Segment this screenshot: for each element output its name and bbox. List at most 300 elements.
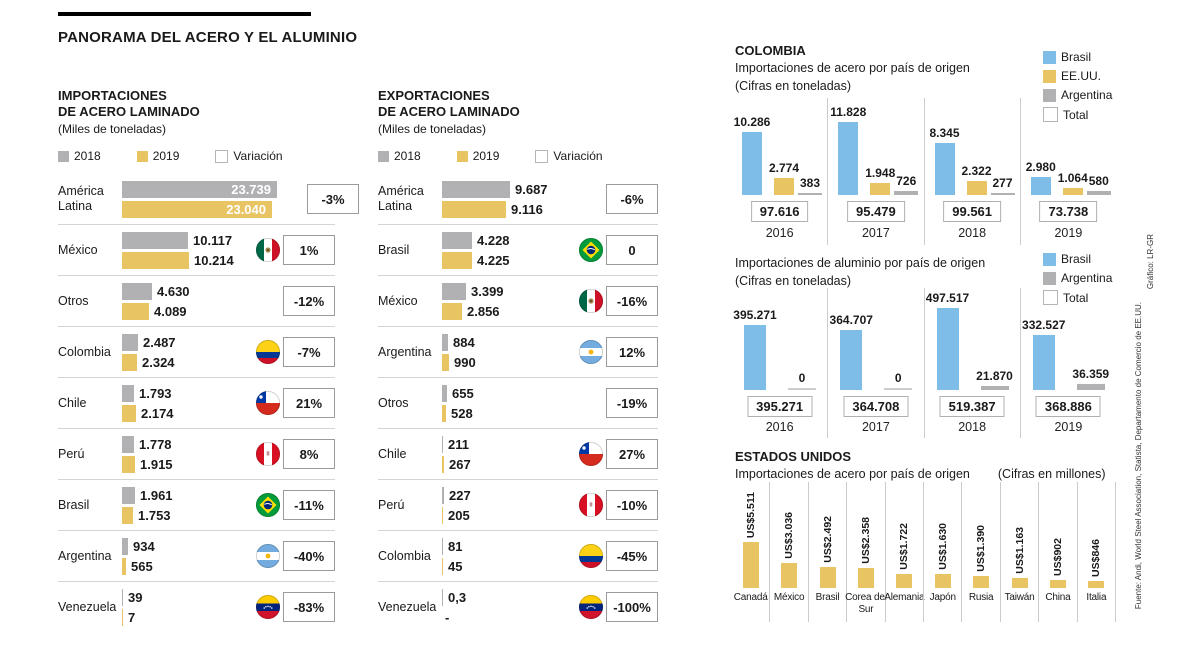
bar-line-2019 <box>122 456 253 473</box>
flag-chile-icon <box>579 442 603 466</box>
flag-cell <box>576 238 606 262</box>
row-bars <box>442 589 576 626</box>
page-title: PANORAMA DEL ACERO Y EL ALUMINIO <box>58 29 358 46</box>
flag-cell <box>576 442 606 466</box>
bar-2018 <box>442 232 472 249</box>
variation-cell <box>283 592 335 622</box>
row-mexico <box>378 275 658 326</box>
flag-mexico-icon <box>256 238 280 262</box>
bar-value-argentina: 383 <box>799 176 821 190</box>
bar-alemania <box>896 574 912 588</box>
variation-box: -83% <box>283 592 335 622</box>
bar-line-2018 <box>442 181 576 198</box>
bar-line-2019 <box>442 558 576 575</box>
exports-legend <box>378 149 658 163</box>
year-group-2016 <box>732 98 827 245</box>
bar-eeuu <box>1063 188 1083 195</box>
variation-box: 8% <box>283 439 335 469</box>
legend-label: 2019 <box>472 149 500 164</box>
bar-2019 <box>442 507 443 524</box>
bar-2019 <box>442 201 506 218</box>
credit-grafico: Gráfico: LR-GR <box>1146 234 1155 290</box>
bar-2019 <box>122 558 126 575</box>
bar-line-2019 <box>122 405 253 422</box>
row-label: Venezuela <box>58 599 117 614</box>
bar-value-wrap <box>847 517 884 564</box>
variation-cell <box>606 592 658 622</box>
variation-cell <box>283 337 335 367</box>
year-label: 2018 <box>958 420 987 434</box>
country-label: Brasil <box>815 592 840 603</box>
bar-argentina <box>981 386 1009 390</box>
flag-peru-icon <box>256 442 280 466</box>
row-bars <box>122 487 253 524</box>
row-brasil <box>378 224 658 275</box>
total-box: 97.616 <box>751 201 809 222</box>
bar-value-2019: 45 <box>448 558 463 574</box>
bar-line-2019 <box>122 558 253 575</box>
variation-box: 12% <box>606 337 658 367</box>
bar-value-2019: 205 <box>448 507 470 523</box>
usa-chart-subtitle: Importaciones de acero por país de origen <box>735 467 970 482</box>
bar-value-2018: 39 <box>128 589 143 605</box>
row-bars <box>122 538 253 575</box>
year-label: 2019 <box>1054 226 1083 240</box>
bar-line-2019 <box>122 252 253 269</box>
bar-line-2018 <box>442 385 576 402</box>
row-label: Colombia <box>378 548 431 563</box>
variation-cell <box>283 541 335 571</box>
bar-2018 <box>122 589 123 606</box>
bar-value-wrap <box>924 523 961 570</box>
usa-chart-header <box>735 448 1106 484</box>
bar-2019 <box>442 558 443 575</box>
row-peru <box>58 428 335 479</box>
bar-line-2018 <box>442 283 576 300</box>
bar-value-eeuu: 2.774 <box>768 161 800 175</box>
bar-value-2018: 4.630 <box>157 283 190 299</box>
bar-line-2018 <box>122 589 253 606</box>
bar-2019 <box>442 456 444 473</box>
row-bars <box>122 283 253 320</box>
flag-colombia-icon <box>256 340 280 364</box>
bar-brasil <box>1033 335 1055 390</box>
row-venezuela <box>58 581 335 632</box>
row-bars <box>122 232 253 269</box>
row-peru <box>378 479 658 530</box>
row-bars <box>122 589 253 626</box>
bar-2018 <box>122 538 128 555</box>
flag-brasil-icon <box>256 493 280 517</box>
us-column-taiwan <box>1000 482 1038 622</box>
row-venezuela <box>378 581 658 632</box>
masthead <box>58 12 357 46</box>
row-otros <box>58 275 335 326</box>
bar-2018 <box>122 436 134 453</box>
legend-label: Variación <box>233 149 283 164</box>
bar-eeuu <box>774 178 794 195</box>
variation-cell <box>307 184 359 214</box>
year-group-2019 <box>1020 288 1116 438</box>
bar-line-2018 <box>122 538 253 555</box>
country-label: Italia <box>1086 592 1107 603</box>
bar-brasil <box>1031 177 1051 195</box>
row-argentina <box>58 530 335 581</box>
imports-rows <box>58 174 345 632</box>
bar-value-2019: 528 <box>451 405 473 421</box>
bar-value-2018: 4.228 <box>477 232 510 248</box>
bar-value-brasil: 364.707 <box>829 313 873 327</box>
row-label: América Latina <box>378 184 424 214</box>
bar-value-argentina: 0 <box>894 371 902 385</box>
bar-rusia <box>973 576 989 588</box>
legend-swatch-2018 <box>58 151 69 162</box>
variation-box: 21% <box>283 388 335 418</box>
row-label: Argentina <box>378 344 432 359</box>
bar-2019 <box>442 405 446 422</box>
exports-title-line-1: EXPORTACIONES <box>378 88 490 103</box>
variation-box: -45% <box>606 541 658 571</box>
bar-2019 <box>122 252 189 269</box>
variation-box: -12% <box>283 286 335 316</box>
bar-value: US$1.722 <box>898 523 911 570</box>
usa-chart <box>732 482 1116 622</box>
bar-eeuu <box>870 183 890 195</box>
colombia-steel-chart <box>732 98 1116 245</box>
colombia-steel-subtitle: Importaciones de acero por país de origen <box>735 61 970 76</box>
legend-swatch-2019 <box>137 151 148 162</box>
bar-2018 <box>442 181 510 198</box>
flag-cell <box>576 340 606 364</box>
bar-value-brasil: 11.828 <box>830 105 867 119</box>
country-label: Taiwán <box>1004 592 1035 603</box>
row-label: México <box>378 293 418 308</box>
row-label: Otros <box>58 293 89 308</box>
bar-italia <box>1088 581 1104 588</box>
bar-2018 <box>122 232 188 249</box>
variation-cell <box>283 439 335 469</box>
legend-item-2018 <box>378 149 421 163</box>
total-box: 368.886 <box>1036 396 1101 417</box>
us-column-mexico <box>769 482 807 622</box>
bar-2018 <box>442 589 443 606</box>
flag-cell <box>253 391 283 415</box>
country-label: Corea del Sur <box>845 592 887 615</box>
bar-value: US$2.358 <box>859 517 872 564</box>
variation-cell <box>283 388 335 418</box>
usa-region-title: ESTADOS UNIDOS <box>735 449 852 464</box>
bar-2018 <box>442 283 466 300</box>
bar-2019 <box>122 507 133 524</box>
variation-box: -11% <box>283 490 335 520</box>
country-label: Rusia <box>968 592 994 603</box>
bar-japon <box>935 574 951 588</box>
bar-value-argentina: 21.870 <box>976 369 1013 383</box>
bar-value-brasil: 332.527 <box>1022 318 1066 332</box>
bar-value: US$1.630 <box>936 523 949 570</box>
row-mexico <box>58 224 335 275</box>
bar-value: US$846 <box>1090 539 1103 577</box>
legend-item-variacion <box>535 149 602 163</box>
bar-value-eeuu: 2.322 <box>961 164 992 178</box>
imports-legend <box>58 149 335 163</box>
bar-line-2018 <box>442 589 576 606</box>
year-label: 2019 <box>1054 420 1083 434</box>
legend-label: Total <box>1063 290 1089 305</box>
variation-cell <box>283 235 335 265</box>
bar-mexico <box>781 563 797 588</box>
year-label: 2017 <box>861 420 890 434</box>
us-column-alemania <box>885 482 923 622</box>
row-colombia <box>58 326 335 377</box>
total-box: 364.708 <box>843 396 908 417</box>
bar-2018 <box>442 538 443 555</box>
row-otros <box>378 377 658 428</box>
bar-brasil <box>820 567 836 588</box>
bar-2019 <box>442 252 472 269</box>
bar-value-2019: 2.324 <box>142 354 175 370</box>
variation-box: -16% <box>606 286 658 316</box>
legend-label: Variación <box>553 149 603 164</box>
bar-argentina <box>1087 191 1111 195</box>
bar-2018 <box>442 385 447 402</box>
bar-value-brasil: 2.980 <box>1025 160 1056 174</box>
row-label: Perú <box>58 446 85 461</box>
flag-colombia-icon <box>579 544 603 568</box>
total-box: 395.271 <box>747 396 812 417</box>
row-bars <box>442 283 576 320</box>
bar-argentina <box>788 388 816 390</box>
row-label: Colombia <box>58 344 111 359</box>
variation-cell <box>606 235 658 265</box>
legend-label: Total <box>1063 107 1089 122</box>
bar-argentina <box>991 193 1015 195</box>
legend-swatch-argentina <box>1043 272 1056 285</box>
bar-line-2018 <box>442 538 576 555</box>
row-label: Argentina <box>58 548 112 563</box>
bar-brasil <box>744 325 766 390</box>
row-label: Venezuela <box>378 599 437 614</box>
legend-swatch-brasil <box>1043 253 1056 266</box>
bar-2018 <box>122 283 152 300</box>
imports-panel-title <box>58 88 335 119</box>
bar-value-2018: 0,3 <box>448 589 467 605</box>
bar-2019 <box>442 303 462 320</box>
bar-china <box>1050 580 1066 588</box>
bar-brasil <box>838 122 858 195</box>
bar-value-2019: 7 <box>128 609 136 625</box>
variation-cell <box>606 337 658 367</box>
bar-value-2019: 4.225 <box>477 252 510 268</box>
flag-cell <box>253 595 283 619</box>
row-label: México <box>58 242 98 257</box>
country-label: Japón <box>929 592 956 603</box>
bar-2019 <box>442 354 449 371</box>
row-bars <box>442 385 576 422</box>
us-column-canada <box>732 482 769 622</box>
variation-box: -100% <box>606 592 658 622</box>
bar-canada <box>743 542 759 588</box>
bar-value-2019: 10.214 <box>194 252 234 268</box>
total-box: 99.561 <box>943 201 1001 222</box>
bar-2019 <box>122 405 136 422</box>
us-column-brasil <box>808 482 846 622</box>
variation-cell <box>606 439 658 469</box>
colombia-steel-unit: (Cifras en toneladas) <box>735 78 852 93</box>
flag-chile-icon <box>256 391 280 415</box>
imports-title-line-2: DE ACERO LAMINADO <box>58 103 200 119</box>
bar-2019 <box>122 354 137 371</box>
variation-cell <box>606 541 658 571</box>
bar-value-2019: 1.753 <box>138 507 171 523</box>
flag-cell <box>253 544 283 568</box>
total-box: 73.738 <box>1039 201 1097 222</box>
bar-line-2018 <box>122 232 253 249</box>
bar-value-2018: 3.399 <box>471 283 504 299</box>
bar-value-2018: 655 <box>452 385 474 401</box>
row-bars <box>122 181 277 218</box>
colombia-steel-header <box>735 42 970 95</box>
variation-cell <box>606 286 658 316</box>
credit-fuente: Fuente: Andi, World Steel Association, Statista, Departamento de Comercio de EE.UU. <box>1134 302 1143 610</box>
imports-panel <box>58 88 345 632</box>
total-box: 519.387 <box>940 396 1005 417</box>
bar-value-brasil: 10.286 <box>733 115 771 129</box>
legend-label: Argentina <box>1061 88 1113 102</box>
legend-swatch-variacion <box>215 150 228 163</box>
flag-cell <box>576 493 606 517</box>
exports-rows <box>378 174 658 632</box>
bar-value: US$2.492 <box>821 516 834 563</box>
bar-brasil <box>937 308 959 390</box>
bar-value-2018: 81 <box>448 538 463 554</box>
legend-swatch-2019 <box>457 151 468 162</box>
bar-line-2019 <box>442 354 576 371</box>
bar-value-argentina: 36.359 <box>1072 367 1110 381</box>
row-bars <box>122 436 253 473</box>
row-bars <box>442 487 576 524</box>
exports-panel <box>378 88 658 632</box>
bar-brasil <box>742 132 762 195</box>
bar-line-2019 <box>122 354 253 371</box>
row-america-latina <box>58 174 345 224</box>
bar-taiwan <box>1012 578 1028 588</box>
imports-title-line-1: IMPORTACIONES <box>58 88 167 103</box>
bar-value-2019: 2.856 <box>467 303 500 319</box>
bar-2019 <box>122 456 135 473</box>
legend-swatch-brasil <box>1043 51 1056 64</box>
bar-2018: 23.739 <box>122 181 277 198</box>
bar-value-2018: 934 <box>133 538 155 554</box>
bar-value-2018: 211 <box>448 436 469 452</box>
year-group-2016 <box>732 288 827 438</box>
row-argentina <box>378 326 658 377</box>
legend-item-2019 <box>137 149 180 163</box>
bar-value-2018: 1.961 <box>140 487 173 503</box>
bar-value-argentina: 0 <box>798 371 806 385</box>
bar-line-2019 <box>122 609 253 626</box>
bar-value-2018: 2.487 <box>143 334 176 350</box>
bar-value-2019: 2.174 <box>141 405 174 421</box>
flag-cell <box>576 289 606 313</box>
bar-value: US$1.390 <box>975 525 988 572</box>
variation-box: 27% <box>606 439 658 469</box>
bar-value-2018: 1.793 <box>139 385 172 401</box>
variation-cell <box>606 388 658 418</box>
year-group-2017 <box>827 288 923 438</box>
bar-value-2019: 990 <box>454 354 476 370</box>
country-label: Canadá <box>733 592 768 603</box>
bar-brasil <box>935 143 955 195</box>
variation-box: -40% <box>283 541 335 571</box>
variation-box: 0 <box>606 235 658 265</box>
row-label: América Latina <box>58 184 104 214</box>
row-america-latina <box>378 174 658 224</box>
bar-value-wrap <box>1039 538 1076 576</box>
bar-line-2019 <box>442 252 576 269</box>
row-label: Perú <box>378 497 405 512</box>
bar-value-2019: - <box>445 609 450 625</box>
bar-2019 <box>122 609 123 626</box>
bar-argentina <box>798 193 822 195</box>
bar-value-2019: 4.089 <box>154 303 187 319</box>
flag-cell <box>253 238 283 262</box>
bar-value: US$902 <box>1051 538 1064 576</box>
bar-value-2019: 565 <box>131 558 153 574</box>
legend-swatch-ee-uu- <box>1043 70 1056 83</box>
row-label: Otros <box>378 395 409 410</box>
bar-2018 <box>122 385 134 402</box>
bar-line-2018 <box>122 385 253 402</box>
year-group-2017 <box>827 98 923 245</box>
legend-item-brasil <box>1043 50 1112 64</box>
bar-value-2018: 9.687 <box>515 181 548 197</box>
legend-swatch-2018 <box>378 151 389 162</box>
colombia-aluminum-chart <box>732 288 1116 438</box>
bar-value-argentina: 277 <box>992 176 1013 190</box>
year-label: 2016 <box>765 420 794 434</box>
bar-argentina <box>894 191 918 195</box>
bar-value: US$1.163 <box>1013 527 1026 574</box>
imports-panel-subtitle: (Miles de toneladas) <box>58 122 167 137</box>
colombia-aluminum-subtitle: Importaciones de aluminio por país de origen <box>735 256 986 270</box>
legend-item-brasil <box>1043 252 1112 266</box>
bar-value-2018: 10.117 <box>193 232 233 248</box>
flag-venezuela-icon <box>256 595 280 619</box>
year-label: 2016 <box>765 226 794 240</box>
bar-value-eeuu: 1.064 <box>1057 171 1088 185</box>
bar-value-wrap <box>732 492 769 538</box>
year-group-2019 <box>1020 98 1116 245</box>
bar-value: US$3.036 <box>783 512 796 559</box>
bar-line-2018 <box>122 487 253 504</box>
variation-cell <box>283 286 335 316</box>
flag-brasil-icon <box>579 238 603 262</box>
legend-item-2018 <box>58 149 101 163</box>
legend-label: 2018 <box>394 149 421 164</box>
bar-line-2018 <box>122 181 277 198</box>
bar-value-wrap <box>809 516 846 563</box>
year-group-2018 <box>924 288 1020 438</box>
bar-2019: 23.040 <box>122 201 272 218</box>
flag-cell <box>253 340 283 364</box>
bar-value-2018: 227 <box>449 487 471 503</box>
colombia-region-title: COLOMBIA <box>735 43 806 58</box>
exports-panel-subtitle: (Miles de toneladas) <box>378 122 487 137</box>
bar-2018 <box>442 487 444 504</box>
us-column-rusia <box>961 482 999 622</box>
bar-value-2019: 9.116 <box>511 201 543 217</box>
